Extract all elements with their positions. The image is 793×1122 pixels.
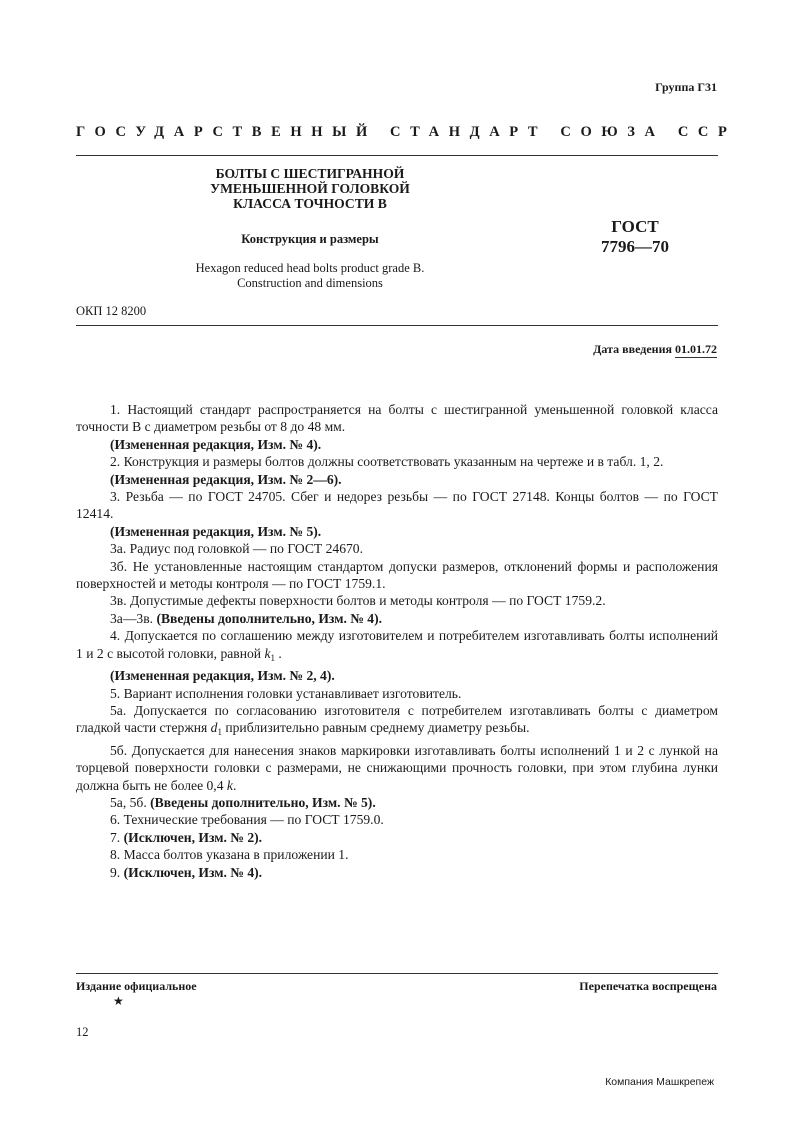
gost-designation — [580, 217, 690, 257]
math-subscript: 1 — [217, 727, 222, 738]
paragraph-text: 3б. Не установленные настоящим стандартом допуски размеров, отклонений формы и расположения поверхностей и методы контроля — по ГОСТ 1759.1. — [76, 558, 718, 592]
paragraph-text: приблизительно равным среднему диаметру резьбы. — [221, 720, 530, 736]
amendment-note: (Измененная редакция, Изм. № 2, 4). — [110, 668, 335, 684]
paragraph — [76, 864, 718, 881]
paragraph — [76, 811, 718, 828]
document-title — [160, 166, 460, 211]
title-line: УМЕНЬШЕННОЙ ГОЛОВКОЙ — [210, 181, 410, 196]
paragraph — [76, 610, 718, 627]
paragraph — [76, 488, 718, 523]
amendment-note: (Измененная редакция, Изм. № 4). — [110, 436, 322, 452]
introduction-date-label: Дата введения — [593, 342, 672, 356]
document-body — [76, 401, 718, 881]
gost-label: ГОСТ — [611, 217, 659, 236]
amendment-note: (Измененная редакция, Изм. № 5). — [110, 523, 322, 539]
paragraph — [76, 540, 718, 557]
paragraph-text: 7. — [110, 829, 124, 845]
paragraph-text: 9. — [110, 864, 124, 880]
english-title-line: Construction and dimensions — [237, 276, 383, 290]
paragraph-text: 4. Допускается по соглашению между изготовителем и потребителем изготавливать болты исполнений 1 и 2 с высотой головки, равной — [76, 628, 718, 661]
introduction-date — [593, 342, 717, 357]
paragraph — [76, 667, 718, 684]
paragraph — [76, 829, 718, 846]
state-standard-title: ГОСУДАРСТВЕННЫЙ СТАНДАРТ СОЮЗА ССР — [76, 124, 737, 140]
amendment-note: (Измененная редакция, Изм. № 2—6). — [110, 471, 342, 487]
paragraph — [76, 685, 718, 702]
amendment-note: (Исключен, Изм. № 2). — [123, 829, 263, 845]
paragraph-text: 1. Настоящий стандарт распространяется на болты с шестигранной уменьшенной головкой класса точности В с диаметром резьбы от 8 до 48 мм. — [76, 402, 718, 435]
paragraph-text: 5б. Допускается для нанесения знаков маркировки изготавливать болты исполнений 1 и 2 с лункой на торцевой поверхности головки с размерами, не снижающими прочность головки, при этом глубина лунки должна быть не более 0,4 — [76, 742, 718, 793]
paragraph-text: 3в. Допустимые дефекты поверхности болтов и методы контроля — по ГОСТ 1759.2. — [110, 593, 606, 609]
english-title — [140, 261, 480, 291]
paragraph-text: . — [232, 777, 237, 793]
title-line: КЛАССА ТОЧНОСТИ В — [233, 196, 387, 211]
introduction-date-value: 01.01.72 — [675, 342, 717, 356]
footer-rule — [76, 973, 718, 974]
star-mark: ★ — [113, 994, 124, 1008]
official-edition-note: Издание официальное — [76, 979, 197, 993]
paragraph-text: 5а, 5б. — [110, 794, 151, 810]
paragraph — [76, 471, 718, 488]
math-variable: k — [264, 645, 271, 661]
math-variable: k — [226, 777, 233, 793]
paragraph-text: 3а. Радиус под головкой — по ГОСТ 24670. — [110, 541, 363, 557]
paragraph — [76, 523, 718, 540]
title-rule — [76, 325, 718, 326]
paragraph — [76, 592, 718, 609]
paragraph-text: 3. Резьба — по ГОСТ 24705. Сбег и недорез резьбы — по ГОСТ 27148. Концы болтов — по ГОСТ 12414. — [76, 489, 718, 522]
paragraph-text: 2. Конструкция и размеры болтов должны соответствовать указанным на чертеже и в табл. 1, 2. — [110, 454, 664, 470]
paragraph-text: 5. Вариант исполнения головки устанавливает изготовитель. — [110, 685, 462, 701]
paragraph — [76, 558, 718, 593]
amendment-note: (Введены дополнительно, Изм. № 4). — [156, 610, 383, 626]
title-line: БОЛТЫ С ШЕСТИГРАННОЙ — [215, 166, 405, 181]
okp-code: ОКП 12 8200 — [76, 304, 147, 318]
math-variable: d — [210, 720, 218, 736]
paragraph — [76, 401, 718, 436]
paragraph — [76, 794, 718, 811]
group-code: Группа Г31 — [655, 80, 717, 94]
paragraph — [76, 702, 718, 742]
paragraph — [76, 453, 718, 470]
gost-number: 7796—70 — [601, 237, 669, 256]
paragraph-text: . — [275, 645, 282, 661]
paragraph — [76, 742, 718, 794]
paragraph-text: 3а—3в. — [110, 610, 157, 626]
paragraph-text: 5а. Допускается по согласованию изготовителя с потребителем изготавливать болты с диаметром гладкой части стержня — [76, 702, 718, 736]
paragraph-text: 8. Масса болтов указана в приложении 1. — [110, 847, 349, 863]
english-title-line: Hexagon reduced head bolts product grade B. — [195, 261, 425, 275]
reprint-prohibited-note: Перепечатка воспрещена — [579, 979, 717, 993]
document-subtitle: Конструкция и размеры — [241, 232, 379, 246]
paragraph — [76, 436, 718, 453]
amendment-note: (Исключен, Изм. № 4). — [123, 864, 263, 880]
header-rule — [76, 155, 718, 156]
amendment-note: (Введены дополнительно, Изм. № 5). — [150, 794, 376, 810]
page-number: 12 — [76, 1025, 89, 1039]
paragraph-text: 6. Технические требования — по ГОСТ 1759.0. — [110, 812, 384, 828]
paragraph — [76, 846, 718, 863]
paragraph — [76, 627, 718, 667]
company-name: Компания Машкрепеж — [605, 1076, 714, 1088]
math-subscript: 1 — [270, 652, 276, 663]
